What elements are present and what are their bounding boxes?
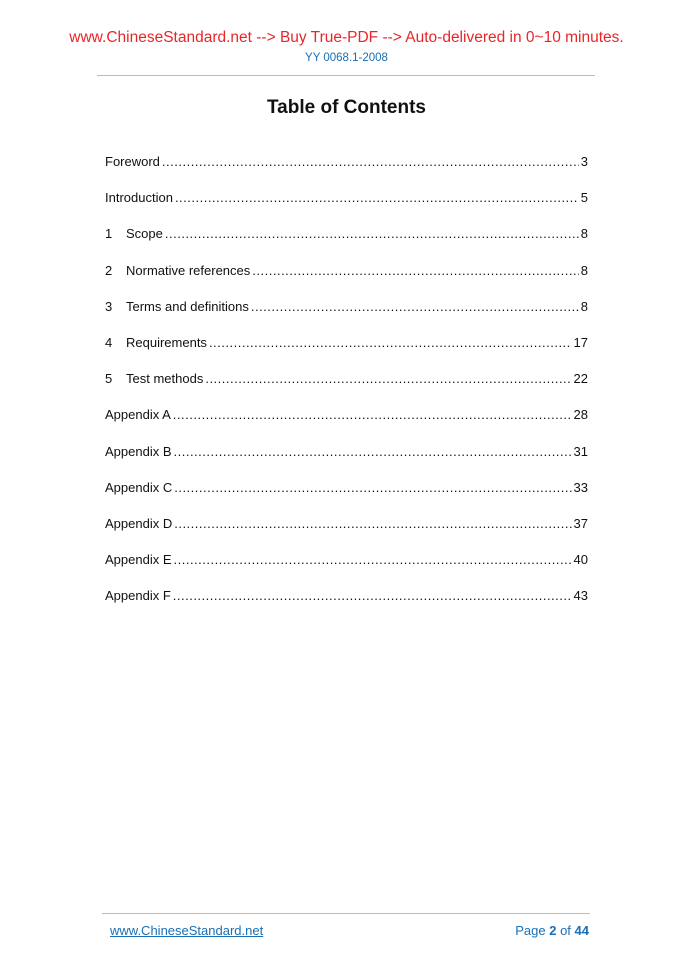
header-divider — [97, 75, 595, 76]
toc-entry-label: Foreword — [105, 154, 160, 169]
toc-entry-page: 8 — [580, 262, 588, 278]
toc-entry-requirements[interactable] — [105, 335, 588, 371]
toc-entry-foreword[interactable] — [105, 154, 588, 190]
toc-entry-introduction[interactable] — [105, 190, 588, 226]
toc-leader-dots — [162, 154, 579, 170]
promo-banner[interactable]: www.ChineseStandard.net --> Buy True-PDF --> Auto-delivered in 0~10 minutes. — [69, 29, 624, 46]
toc-entry-normative-references[interactable] — [105, 263, 588, 299]
page-current: 2 — [549, 923, 557, 938]
page-total: 44 — [574, 923, 589, 938]
toc-entry-label: Appendix B — [105, 443, 172, 459]
page-prefix: Page — [515, 923, 546, 938]
toc-entry-label: Appendix E — [105, 552, 172, 568]
toc-entry-scope[interactable] — [105, 226, 588, 262]
footer-website-link[interactable]: www.ChineseStandard.net — [110, 923, 264, 938]
toc-entry-number: 5 — [105, 371, 113, 387]
toc-entry-label: Appendix D — [105, 515, 173, 531]
toc-leader-dots — [173, 588, 572, 604]
toc-entry-appendix-c[interactable] — [105, 480, 588, 516]
toc-entry-number: 1 — [105, 226, 113, 242]
toc-leader-dots — [165, 226, 579, 242]
toc-leader-dots — [174, 444, 572, 460]
toc-entry-page: 37 — [573, 515, 588, 531]
toc-leader-dots — [174, 480, 571, 496]
toc-entry-label: Terms and definitions — [126, 298, 249, 314]
toc-entry-label: Requirements — [126, 334, 207, 350]
footer-divider — [102, 913, 590, 914]
toc-entry-appendix-b[interactable] — [105, 444, 588, 480]
toc-entry-label: Appendix F — [105, 588, 171, 604]
toc-entry-appendix-a[interactable] — [105, 407, 588, 443]
toc-leader-dots — [174, 516, 571, 532]
toc-entry-test-methods[interactable] — [105, 371, 588, 407]
toc-entry-page: 17 — [573, 334, 588, 350]
toc-leader-dots — [209, 335, 572, 351]
toc-entry-appendix-d[interactable] — [105, 516, 588, 552]
toc-entry-page: 33 — [573, 479, 588, 495]
toc-entry-label: Test methods — [126, 371, 204, 387]
toc-entry-page: 43 — [573, 588, 588, 604]
toc-entry-label: Normative references — [126, 262, 251, 278]
toc-entry-page: 40 — [573, 552, 588, 568]
toc-entry-page: 3 — [580, 154, 588, 169]
page-of: of — [560, 923, 571, 938]
toc-entry-page: 8 — [580, 226, 588, 242]
page-indicator — [515, 923, 589, 939]
toc-entry-appendix-e[interactable] — [105, 552, 588, 588]
toc-entry-number: 3 — [105, 298, 113, 314]
toc-entry-label: Appendix C — [105, 479, 173, 495]
toc-entry-page: 22 — [573, 371, 588, 387]
toc-leader-dots — [175, 190, 579, 206]
toc-leader-dots — [174, 552, 572, 568]
toc-entry-number: 4 — [105, 334, 113, 350]
toc-entry-page: 31 — [573, 443, 588, 459]
toc-entry-label: Scope — [126, 226, 163, 242]
toc-entry-terms-and-definitions[interactable] — [105, 299, 588, 335]
toc-entry-page: 5 — [580, 190, 588, 206]
toc-entry-appendix-f[interactable] — [105, 588, 588, 624]
toc-entry-label: Introduction — [105, 190, 173, 206]
page-title: Table of Contents — [266, 97, 427, 118]
toc-leader-dots — [251, 299, 579, 315]
toc-leader-dots — [173, 407, 572, 423]
toc-entry-page: 8 — [580, 298, 588, 314]
toc-entry-label: Appendix A — [105, 407, 171, 423]
toc-leader-dots — [252, 263, 578, 279]
table-of-contents — [105, 154, 588, 624]
toc-leader-dots — [205, 371, 571, 387]
toc-entry-page: 28 — [573, 407, 588, 423]
toc-entry-number: 2 — [105, 262, 113, 278]
document-code: YY 0068.1-2008 — [305, 52, 388, 64]
